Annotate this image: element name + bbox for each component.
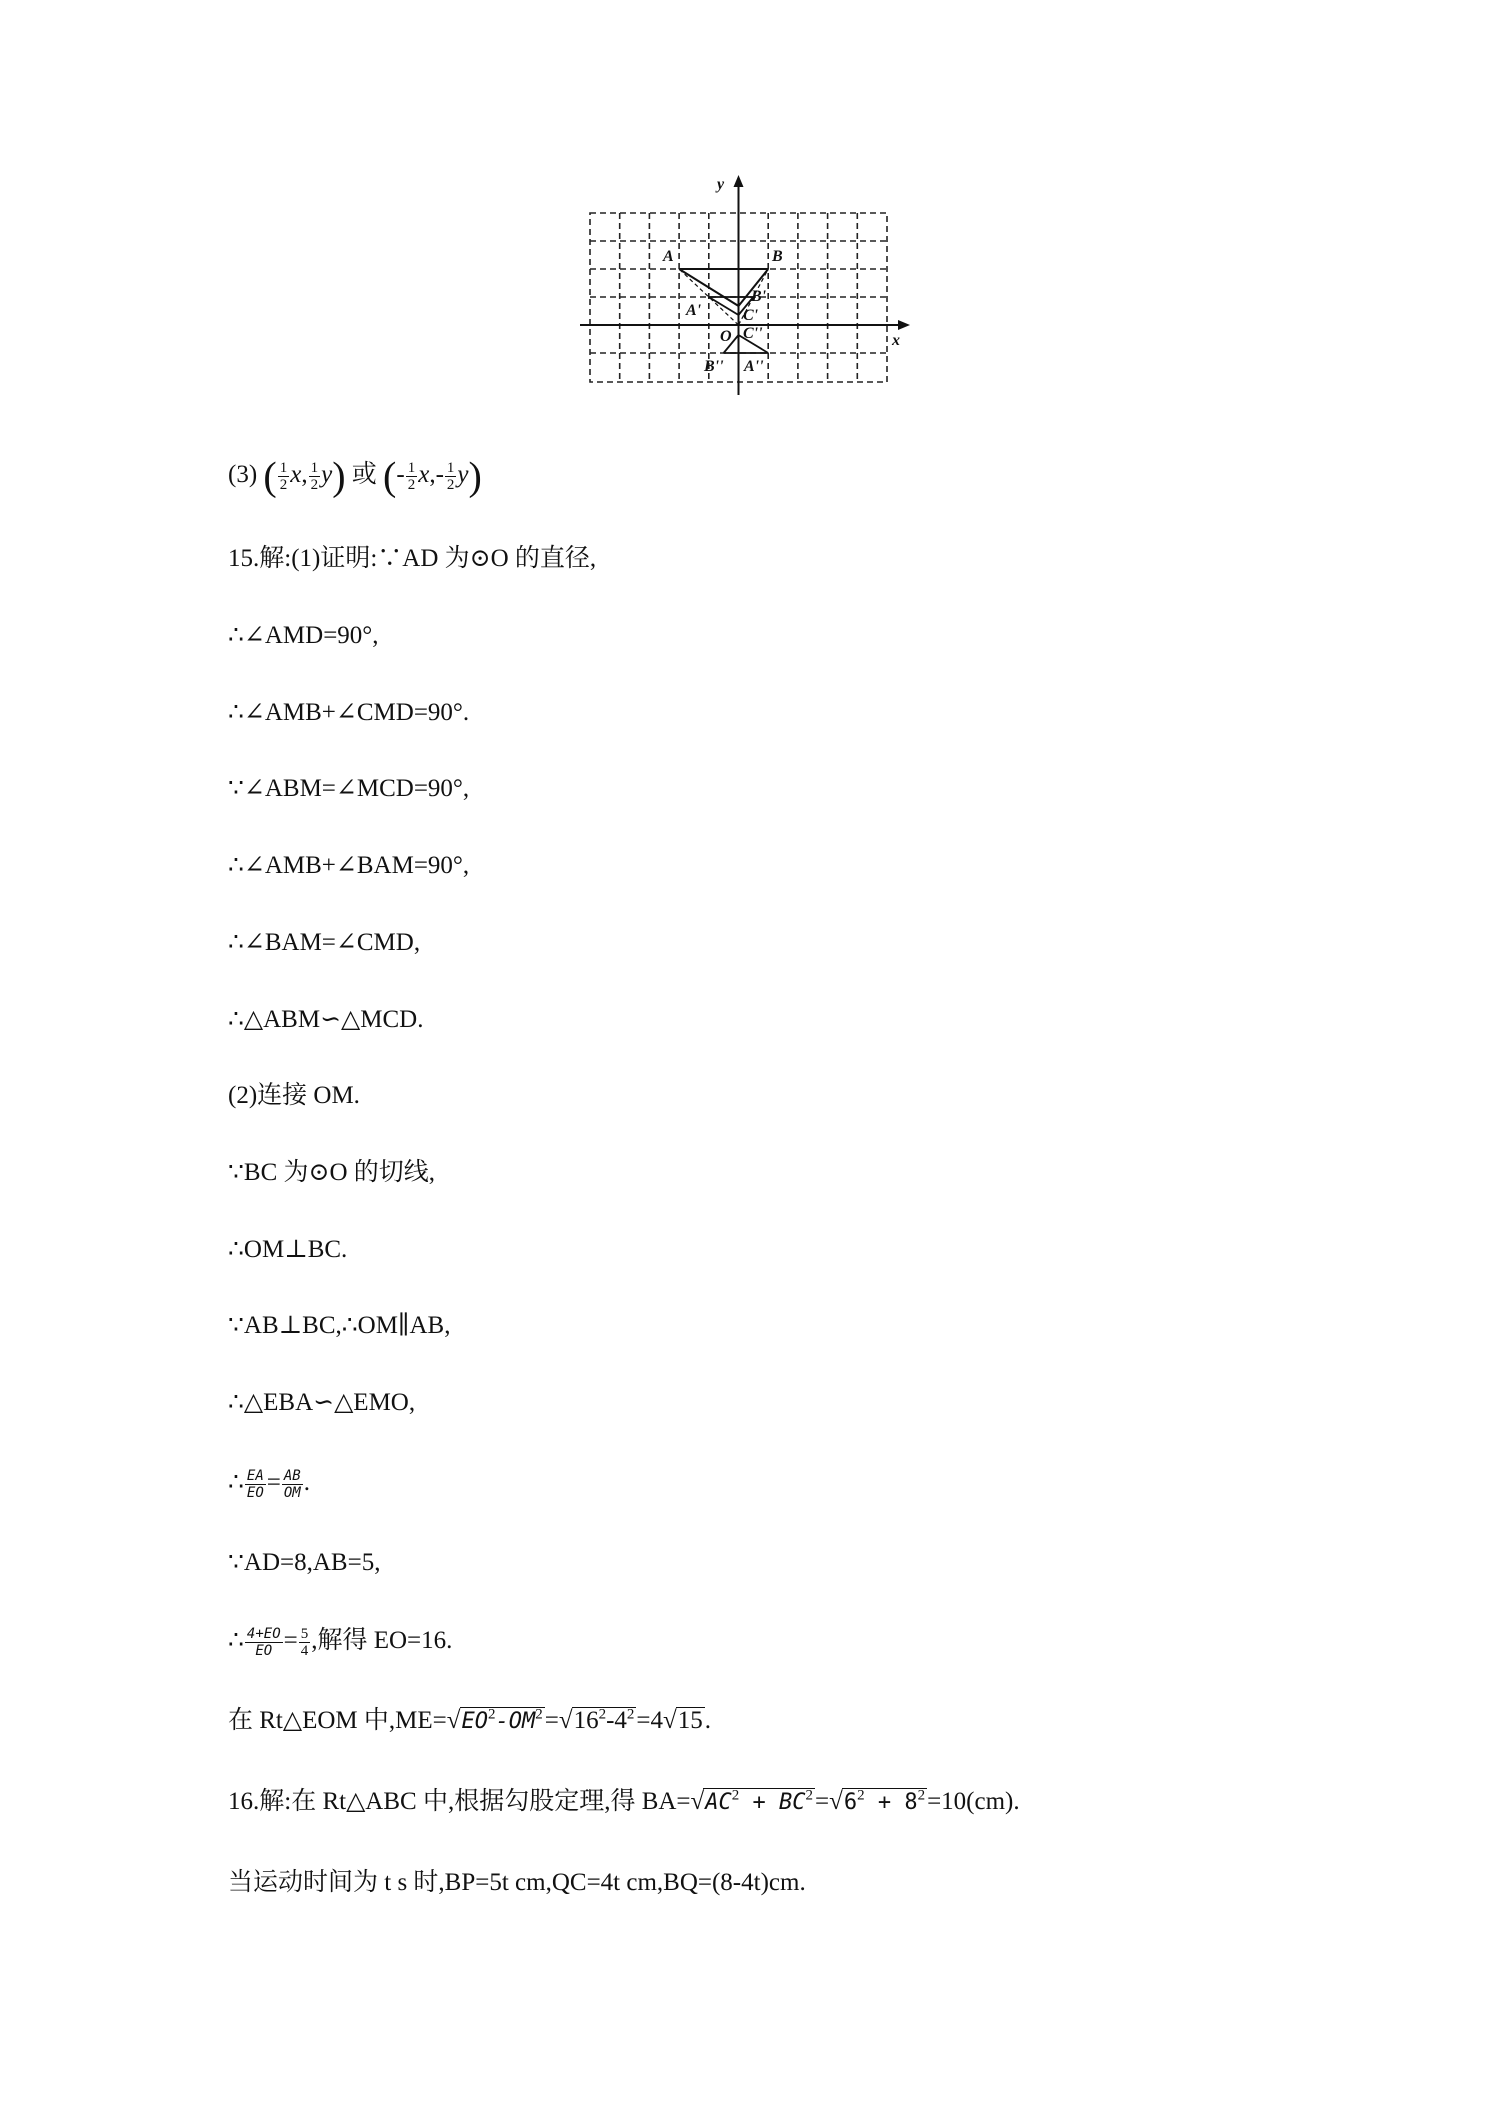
label-A: A <box>663 248 674 265</box>
sqrt-16-4: $16^2-4^2$ <box>573 1706 635 1734</box>
fraction-half: $\frac{1}{2}$ <box>310 459 319 493</box>
fraction-half: $\frac{1}{2}$ <box>446 459 455 493</box>
label-B-double-prime: B'' <box>704 358 724 375</box>
sqrt-6-8: $6^2 + 8^2$ <box>843 1787 926 1815</box>
q15-line-13: ∴ $\frac{EA}{EO}$ = $\frac{AB}{OM}$ . <box>228 1467 310 1501</box>
right-paren-2: ) <box>468 453 482 499</box>
fraction-5-4: $\frac{5}{4}$ <box>300 1625 309 1659</box>
fraction-4eo-eo: $\frac{4+EO}{EO}$ <box>246 1625 281 1659</box>
q15-line-7: ∴△ABM∽△MCD. <box>228 1006 424 1033</box>
answer-3: (3) ( $\frac{1}{2}$ x, $\frac{1}{2}$ y) 或 (- $\frac{1}{2}$ x,- $\frac{1}{2}$ y) <box>228 453 482 499</box>
x-axis-arrow <box>898 320 910 330</box>
q15-line-11: ∵AB⊥BC,∴OM∥AB, <box>228 1312 451 1339</box>
coordinate-grid-figure <box>580 175 920 395</box>
q15-line-4: ∵∠ABM=∠MCD=90°, <box>228 775 470 802</box>
label-B-prime: B' <box>751 288 767 305</box>
answer-3-or: 或 <box>351 461 377 488</box>
fraction-half: $\frac{1}{2}$ <box>407 459 416 493</box>
label-x: x <box>892 332 900 349</box>
q15-line-10: ∴OM⊥BC. <box>228 1236 348 1263</box>
q15-line-6: ∴∠BAM=∠CMD, <box>228 929 421 956</box>
q16-line-2: 当运动时间为 t s 时,BP=5t cm,QC=4t cm,BQ=(8-4t)cm. <box>228 1869 806 1896</box>
sqrt-15: 15 <box>677 1707 703 1734</box>
label-C-prime: C' <box>743 307 759 324</box>
sqrt-eo2-om2: $EO^2-OM^2$ <box>461 1706 543 1734</box>
sqrt-ac2-bc2: $AC^2 + BC^2$ <box>705 1787 813 1815</box>
q15-line-8: (2)连接 OM. <box>228 1082 360 1109</box>
q15-line-2: ∴∠AMD=90°, <box>228 622 379 649</box>
q15-line-5: ∴∠AMB+∠BAM=90°, <box>228 852 470 879</box>
q15-line-15: ∴ $\frac{4+EO}{EO}$ = $\frac{5}{4}$ ,解得 EO=16. <box>228 1625 453 1659</box>
left-paren-2: ( <box>383 453 397 499</box>
left-paren-1: ( <box>263 453 277 499</box>
fraction-ea-eo: $\frac{EA}{EO}$ <box>246 1467 264 1501</box>
label-C-double-prime: C'' <box>743 325 763 342</box>
q15-line-12: ∴△EBA∽△EMO, <box>228 1389 416 1416</box>
q16-line-1: 16.解:在 Rt△ABC 中,根据勾股定理,得 $BA=√AC^2 + BC^2=√6^2 + 8^2=10(cm)$. <box>228 1787 1020 1815</box>
q15-line-16: 在 Rt△EOM 中$,ME=√EO^2-OM^2=√16^2-4^2=4√15$. <box>228 1706 712 1734</box>
label-B: B <box>772 248 783 265</box>
right-paren-1: ) <box>332 453 346 499</box>
q15-line-3: ∴∠AMB+∠CMD=90°. <box>228 699 470 726</box>
axes <box>580 183 902 395</box>
q15-line-1: 15.解:(1)证明:∵AD 为⊙O 的直径, <box>228 545 597 572</box>
q15-line-14: ∵AD=8,AB=5, <box>228 1549 381 1576</box>
answer-3-prefix: (3) <box>228 461 258 488</box>
label-A-double-prime: A'' <box>744 358 764 375</box>
fraction-half: $\frac{1}{2}$ <box>279 459 288 493</box>
label-y: y <box>717 176 725 193</box>
label-A-prime: A' <box>686 302 702 319</box>
q15-line-9: ∵BC 为⊙O 的切线, <box>228 1159 436 1186</box>
y-axis-arrow <box>734 175 744 187</box>
fraction-ab-om: $\frac{AB}{OM}$ <box>283 1467 301 1501</box>
label-O: O <box>720 328 732 345</box>
